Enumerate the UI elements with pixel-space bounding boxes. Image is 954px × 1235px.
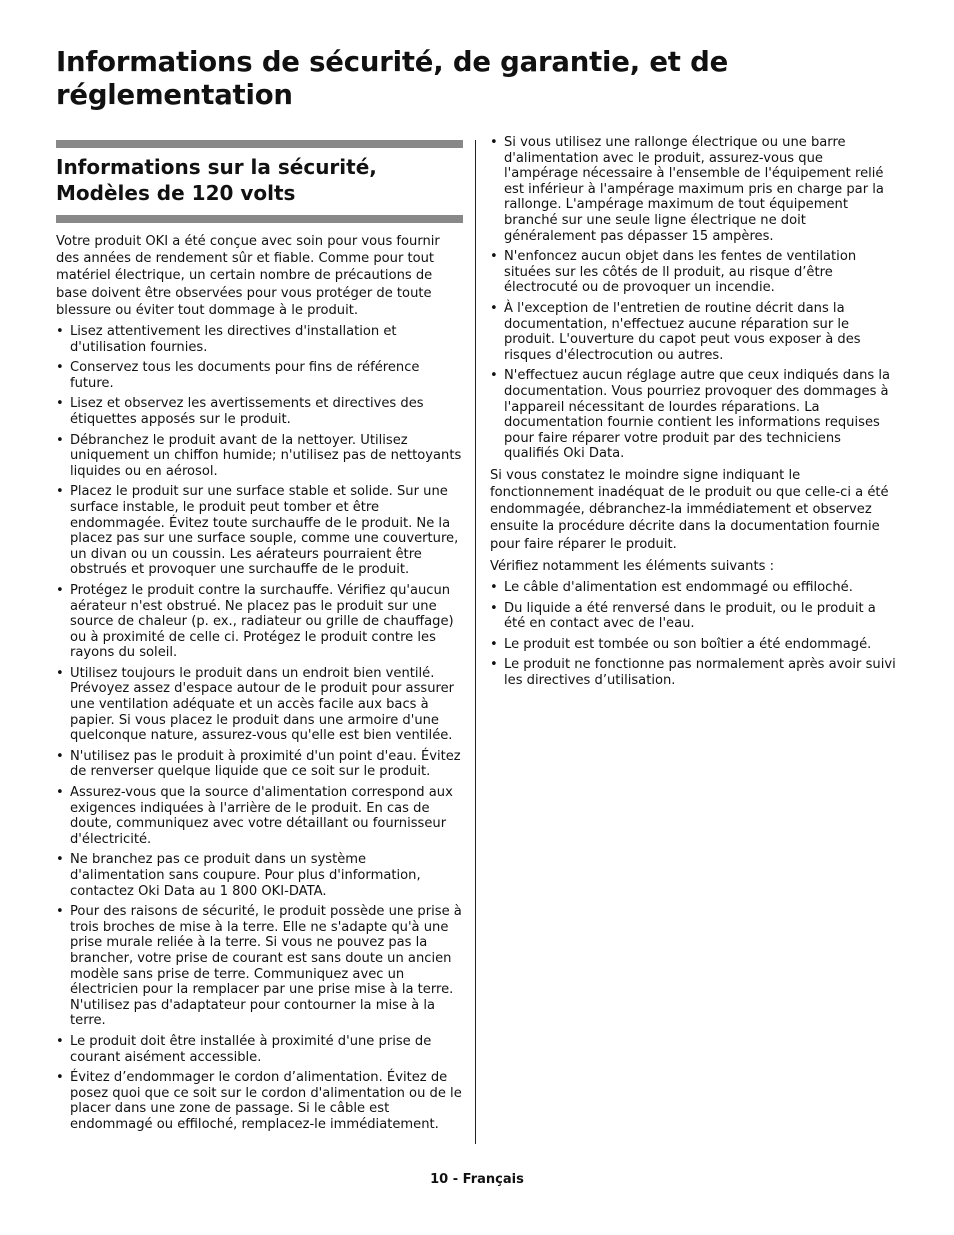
list-item: [56, 1070, 464, 1132]
bullet-icon: •: [56, 748, 64, 764]
page-footer: 10 - Français: [430, 1172, 524, 1187]
bullet-icon: •: [56, 852, 64, 868]
list-item-text: Évitez d’endommager le cordon d’alimentation. Évitez de posez quoi que ce soit sur le cordon d'alimentation ou de le placer dans une zone de passage. Si le câble est endommagé ou effiloché, remplacez-le immédiatement.: [70, 1070, 462, 1132]
list-item: [56, 324, 464, 355]
bullet-icon: •: [56, 582, 64, 598]
list-item-text: Conservez tous les documents pour fins de référence future.: [70, 360, 420, 391]
list-item-text: Si vous utilisez une rallonge électrique ou une barre d'alimentation avec le produit, assurez-vous que l'ampérage nécessaire à l'ensemble de l'équipement relié est inférieur à l'ampérage maximum pris en charge par la rallonge. L'ampérage maximum de tout équipement branché sur une seule ligne électrique ne doit généralement pas dépasser 15 ampères.: [504, 135, 884, 244]
list-item-text: Lisez et observez les avertissements et directives des étiquettes apposés sur le produit.: [70, 396, 424, 427]
list-item: [56, 360, 464, 391]
bullet-icon: •: [56, 360, 64, 376]
list-item: [490, 135, 900, 244]
bullet-icon: •: [490, 368, 498, 384]
list-item: [56, 666, 464, 744]
bullet-icon: •: [490, 636, 498, 652]
list-item: [56, 1034, 464, 1065]
list-item-text: Pour des raisons de sécurité, le produit possède une prise à trois broches de mise à la terre. Elle ne s'adapte qu'à une prise murale reliée à la terre. Si vous ne pouvez pas la brancher, votre prise de courant est sans doute un ancien modèle sans prise de terre. Communiquez avec un électricien pour la remplacer par une prise mise à la terre. N'utilisez pas d'adaptateur pour contourner la mise à la terre.: [70, 904, 462, 1029]
list-item-text: Placez le produit sur une surface stable et solide. Sur une surface instable, le produit peut tomber et être endommagée. Évitez toute surchauffe de le produit. Ne la placez pas sur une surface souple, comme une couverture, un divan ou un coussin. Les aérateurs pourraient être obstrués et provoquer une surchauffe de le produit.: [70, 484, 459, 578]
page-title: Informations de sécurité, de garantie, et de réglementation: [56, 46, 729, 111]
list-item-text: Assurez-vous que la source d'alimentation correspond aux exigences indiquées à l'arrière de le produit. En cas de doute, communiquez avec votre détaillant ou fournisseur d'électricité.: [70, 785, 453, 847]
list-item-text: N'utilisez pas le produit à proximité d'un point d'eau. Évitez de renverser quelque liquide que ce soit sur le produit.: [70, 748, 461, 780]
bullet-icon: •: [56, 484, 64, 500]
list-item: [56, 396, 464, 427]
list-item: [490, 657, 900, 688]
bullet-icon: •: [56, 324, 64, 340]
bullet-icon: •: [490, 657, 498, 673]
bullet-icon: •: [56, 1070, 64, 1086]
list-item-text: Du liquide a été renversé dans le produit, ou le produit a été en contact avec de l'eau.: [504, 600, 876, 632]
list-item: [490, 601, 900, 632]
bullet-icon: •: [56, 665, 64, 681]
list-item-text: Utilisez toujours le produit dans un endroit bien ventilé. Prévoyez assez d'espace autour de le produit pour assurer une ventilation adéquate et un accès facile aux bacs à papier. Si vous placez le produit dans une armoire d'une quelconque nature, assurez-vous qu'elle est bien ventilée.: [70, 665, 455, 744]
list-item: [56, 904, 464, 1029]
column-divider: [475, 140, 476, 1144]
bullet-icon: •: [490, 580, 498, 596]
list-item-text: Protégez le produit contre la surchauffe. Vérifiez qu'aucun aérateur n'est obstrué. Ne placez pas le produit sur une source de chaleur (p. ex., radiateur ou grille de chauffage) ou à proximité de celle ci. Protégez le produit contre les rayons du soleil.: [70, 582, 454, 661]
left-column: [56, 233, 464, 1138]
right-column: [490, 135, 900, 694]
section-title: Informations sur la sécurité, Modèles de 120 volts: [56, 155, 377, 205]
bullet-icon: •: [56, 396, 64, 412]
bullet-icon: •: [56, 785, 64, 801]
list-item: [490, 368, 900, 462]
list-item-text: N'effectuez aucun réglage autre que ceux indiqués dans la documentation. Vous pourriez provoquer des dommages à l'appareil nécessitant de lourdes réparations. La documentation fournie contient les informations requises pour faire réparer votre produit par des techniciens qualifiés Oki Data.: [504, 368, 891, 462]
safety-list-left: [56, 324, 464, 1133]
list-item-text: Ne branchez pas ce produit dans un système d'alimentation sans coupure. Pour plus d'information, contactez Oki Data au 1 800 OKI-DATA.: [70, 852, 421, 899]
section-rule-bottom: [56, 215, 463, 223]
list-item-text: Le produit est tombée ou son boîtier a été endommagé.: [504, 636, 872, 652]
bullet-icon: •: [490, 300, 498, 316]
bullet-icon: •: [490, 249, 498, 265]
bullet-icon: •: [56, 1033, 64, 1049]
list-item: [56, 749, 464, 780]
list-item-text: N'enfoncez aucun objet dans les fentes de ventilation situées sur les côtés de ll produit, au risque d’être électrocuté ou de provoquer un incendie.: [504, 249, 857, 296]
list-item: [56, 785, 464, 847]
list-item-text: Le câble d'alimentation est endommagé ou effiloché.: [504, 580, 853, 596]
list-item: [56, 583, 464, 661]
list-item-text: Débranchez le produit avant de la nettoyer. Utilisez uniquement un chiffon humide; n'utilisez pas de nettoyants liquides ou en aérosol.: [70, 432, 462, 479]
list-item: [56, 852, 464, 899]
list-item-text: À l'exception de l'entretien de routine décrit dans la documentation, n'effectuez aucune réparation sur le produit. L'ouverture du capot peut vous exposer à des risques d'électrocution ou autres.: [504, 300, 861, 363]
intro-paragraph: Votre produit OKI a été conçue avec soin pour vous fournir des années de rendement sûr et fiable. Comme pour tout matériel électrique, un certain nombre de précautions de base doivent être observées pour vous protéger de toute blessure ou éviter tout dommage à le produit.: [56, 234, 440, 318]
bullet-icon: •: [56, 904, 64, 920]
list-item: [490, 249, 900, 296]
list-item: [490, 580, 900, 596]
list-item: [56, 484, 464, 578]
list-item-text: Lisez attentivement les directives d'installation et d'utilisation fournies.: [70, 324, 397, 355]
bullet-icon: •: [56, 432, 64, 448]
check-intro-paragraph: Vérifiez notamment les éléments suivants :: [490, 558, 774, 574]
list-item: [490, 637, 900, 653]
bullet-icon: •: [490, 600, 498, 616]
section-rule-top: [56, 140, 463, 148]
list-item: [490, 301, 900, 363]
list-item: [56, 433, 464, 480]
list-item-text: Le produit ne fonctionne pas normalement après avoir suivi les directives d’utilisation.: [504, 657, 896, 689]
bullet-icon: •: [490, 135, 498, 150]
safety-list-right: [490, 135, 900, 462]
list-item-text: Le produit doit être installée à proximité d'une prise de courant aisément accessible.: [70, 1033, 432, 1065]
malfunction-paragraph: Si vous constatez le moindre signe indiquant le fonctionnement inadéquat de le produit ou que celle-ci a été endommagée, débranchez-la immédiatement et observez ensuite la procédure décrite dans la documentation fournie pour faire réparer le produit.: [490, 467, 889, 552]
check-list: [490, 580, 900, 689]
